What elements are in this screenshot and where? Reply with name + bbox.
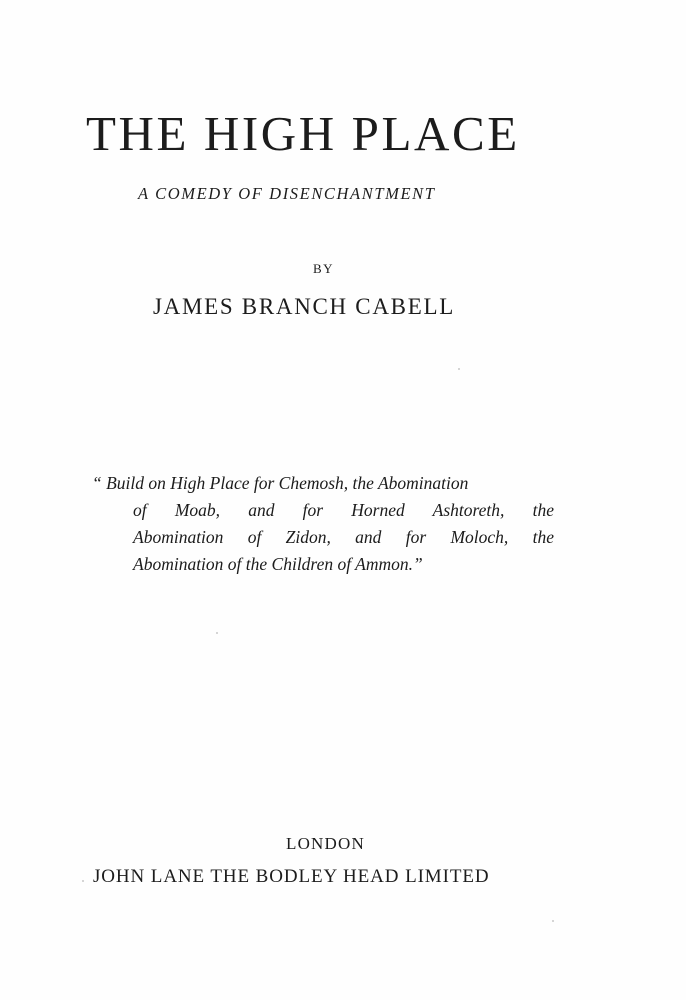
book-subtitle: A COMEDY OF DISENCHANTMENT bbox=[138, 184, 436, 203]
by-line: BY bbox=[313, 261, 334, 276]
epigraph-line: Abomination of the Children of Ammon.” bbox=[133, 554, 423, 574]
paper-speck bbox=[458, 368, 460, 370]
epigraph-line: “ Build on High Place for Chemosh, the Abomination bbox=[92, 473, 469, 493]
epigraph bbox=[92, 470, 554, 578]
author-name: JAMES BRANCH CABELL bbox=[153, 294, 455, 319]
imprint-place: LONDON bbox=[286, 834, 365, 853]
paper-speck bbox=[552, 920, 554, 922]
paper-speck bbox=[216, 632, 218, 634]
paper-speck bbox=[82, 880, 84, 882]
imprint-publisher: JOHN LANE THE BODLEY HEAD LIMITED bbox=[93, 866, 490, 887]
epigraph-line: Abomination of Zidon, and for Moloch, the bbox=[133, 527, 554, 547]
epigraph-line: of Moab, and for Horned Ashtoreth, the bbox=[133, 500, 554, 520]
book-title: THE HIGH PLACE bbox=[86, 106, 520, 161]
